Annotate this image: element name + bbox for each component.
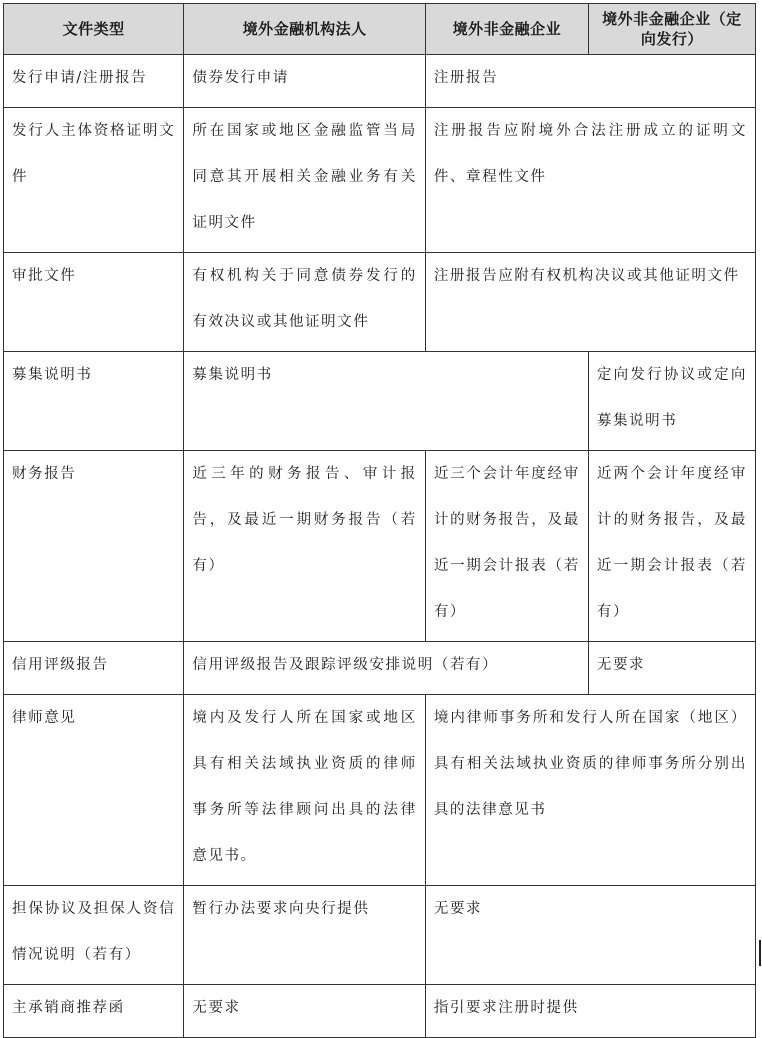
row-type: 律师意见 [4, 695, 184, 886]
cell-nonfinancial: 境内律师事务所和发行人所在国家（地区）具有相关法域执业资质的律师事务所分别出具的法律意见书 [425, 695, 755, 886]
row-type: 财务报告 [4, 451, 184, 642]
cell-financial: 无要求 [184, 985, 425, 1038]
cell-nonfinancial: 注册报告应附境外合法注册成立的证明文件、章程性文件 [425, 108, 755, 253]
cell-private: 定向发行协议或定向募集说明书 [588, 352, 755, 451]
header-foreign-nonfinancial-enterprise: 境外非金融企业 [425, 4, 588, 55]
cell-financial: 所在国家或地区金融监管当局同意其开展相关金融业务有关证明文件 [184, 108, 425, 253]
cell-nonfinancial: 指引要求注册时提供 [425, 985, 755, 1038]
cell-financial: 近三年的财务报告、审计报告，及最近一期财务报告（若有） [184, 451, 425, 642]
table-row [4, 695, 756, 886]
table-row [4, 55, 756, 108]
cell-nonfinancial: 无要求 [425, 886, 755, 985]
cell-financial: 债券发行申请 [184, 55, 425, 108]
table-row [4, 886, 756, 985]
row-type: 发行申请/注册报告 [4, 55, 184, 108]
header-foreign-financial-institution: 境外金融机构法人 [184, 4, 425, 55]
row-type: 募集说明书 [4, 352, 184, 451]
cell-financial: 信用评级报告及跟踪评级安排说明（若有） [184, 642, 589, 695]
cell-nonfinancial: 注册报告应附有权机构决议或其他证明文件 [425, 253, 755, 352]
cell-nonfinancial: 注册报告 [425, 55, 755, 108]
cell-financial: 募集说明书 [184, 352, 589, 451]
cell-private: 无要求 [588, 642, 755, 695]
row-type: 发行人主体资格证明文件 [4, 108, 184, 253]
header-file-type: 文件类型 [4, 4, 184, 55]
row-type: 审批文件 [4, 253, 184, 352]
cell-nonfinancial: 近三个会计年度经审计的财务报告，及最近一期会计报表（若有） [425, 451, 588, 642]
header-foreign-nonfinancial-private: 境外非金融企业（定向发行） [588, 4, 755, 55]
cell-financial: 暂行办法要求向央行提供 [184, 886, 425, 985]
cell-financial: 境内及发行人所在国家或地区具有相关法域执业资质的律师事务所等法律顾问出具的法律意见书。 [184, 695, 425, 886]
table-row [4, 253, 756, 352]
table-row [4, 642, 756, 695]
page-edge-divider [759, 940, 761, 966]
table-header-row [4, 4, 756, 55]
row-type: 担保协议及担保人资信情况说明（若有） [4, 886, 184, 985]
cell-financial: 有权机构关于同意债券发行的有效决议或其他证明文件 [184, 253, 425, 352]
cell-private: 近两个会计年度经审计的财务报告，及最近一期会计报表（若有） [588, 451, 755, 642]
table-row [4, 985, 756, 1038]
row-type: 信用评级报告 [4, 642, 184, 695]
row-type: 主承销商推荐函 [4, 985, 184, 1038]
document-comparison-table [3, 3, 756, 1038]
table-row [4, 352, 756, 451]
table-row [4, 451, 756, 642]
table-row [4, 108, 756, 253]
